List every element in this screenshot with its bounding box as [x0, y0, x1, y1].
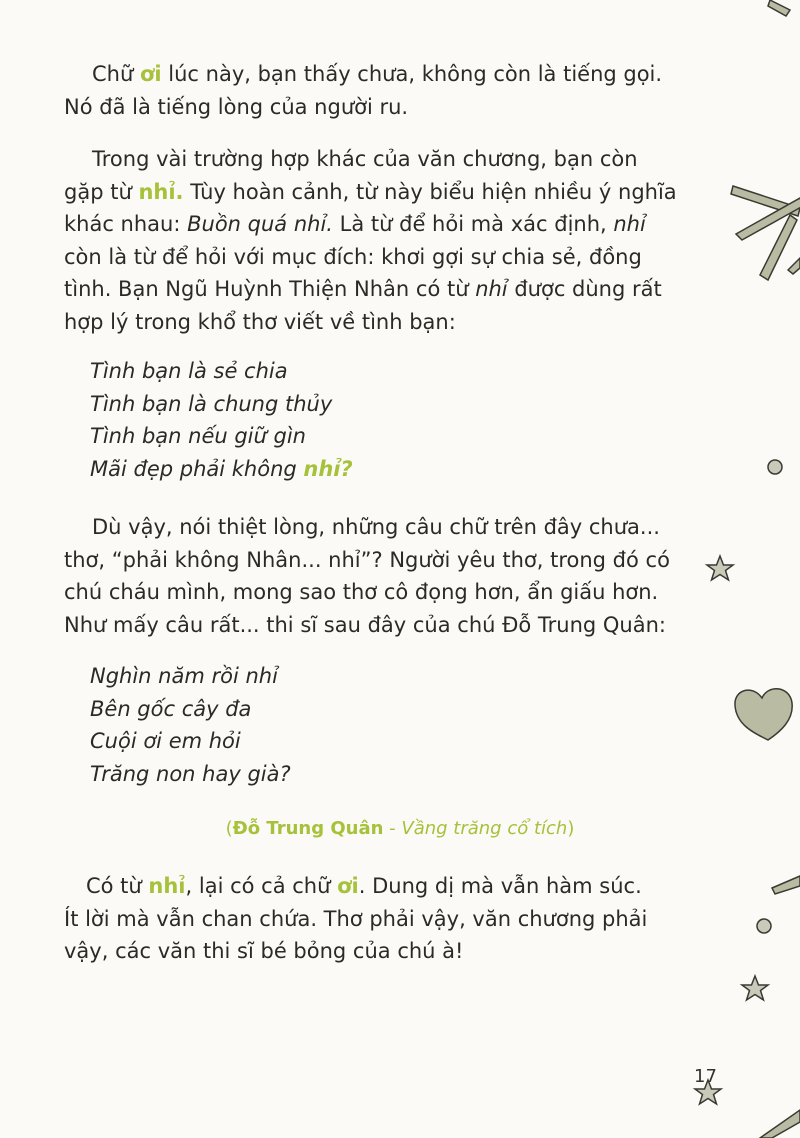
- poem-2: [90, 660, 610, 790]
- poem-line: Tình bạn nếu giữ gìn: [90, 424, 306, 448]
- paragraph-line: Trong vài trường hợp khác của văn chương, bạn còn: [92, 147, 638, 171]
- text: được dùng rất: [507, 277, 662, 301]
- paragraph-2: [64, 143, 704, 338]
- highlight-word: nhỉ.: [138, 179, 184, 204]
- poem-line: Tình bạn là sẻ chia: [90, 359, 288, 383]
- poem-line: Bên gốc cây đa: [90, 696, 252, 721]
- paragraph-4: [64, 870, 704, 968]
- paragraph-line: hợp lý trong khổ thơ viết về tình bạn:: [64, 309, 456, 334]
- text: lúc này, bạn thấy chưa, không còn là tiếng gọi.: [161, 62, 663, 86]
- paragraph-line: thơ, “phải không Nhân... nhỉ”? Người yêu thơ, trong đó có: [64, 547, 670, 572]
- star-decoration: [742, 976, 768, 1000]
- italic-text: nhỉ: [613, 212, 646, 236]
- paragraph-line: Như mấy câu rất... thi sĩ sau đây của chú Đỗ Trung Quân:: [64, 612, 666, 637]
- citation: [0, 818, 800, 839]
- text: gặp từ: [64, 179, 139, 204]
- paragraph-line: [64, 58, 704, 91]
- text: Tùy hoàn cảnh, từ này biểu hiện nhiều ý nghĩa: [183, 179, 677, 204]
- text: khác nhau:: [64, 212, 188, 236]
- sun-rays-decoration: [731, 0, 800, 280]
- poem-line: Cuội ơi em hỏi: [90, 729, 241, 753]
- paragraph-line: [64, 176, 704, 209]
- highlight-word: nhỉ?: [303, 456, 353, 481]
- star-decoration: [707, 556, 733, 580]
- poem-line: [90, 453, 610, 486]
- circle-decoration: [757, 919, 771, 933]
- paragraph-line: vậy, các văn thi sĩ bé bỏng của chú à!: [64, 939, 464, 963]
- text: -: [383, 818, 402, 839]
- text: Mãi đẹp phải không: [90, 456, 304, 481]
- paragraph-3: [64, 511, 704, 641]
- heart-decoration: [735, 689, 792, 740]
- text: Chữ: [92, 62, 140, 86]
- paragraph-line: [64, 273, 704, 306]
- ray-decoration: [772, 876, 800, 894]
- highlight-word: ơi: [139, 62, 162, 86]
- ray-decoration: [760, 1110, 800, 1138]
- paragraph-line: Ít lời mà vẫn chan chứa. Thơ phải vậy, văn chương phải: [64, 906, 648, 931]
- text: ): [567, 818, 575, 839]
- poem-line: Trăng non hay già?: [90, 761, 291, 786]
- text: tình. Bạn Ngũ Huỳnh Thiện Nhân có từ: [64, 277, 476, 301]
- circle-decoration: [768, 460, 782, 474]
- citation-author: Đỗ Trung Quân: [232, 818, 384, 839]
- page-number: 17: [694, 1066, 717, 1087]
- poem-line: Tình bạn là chung thủy: [90, 391, 333, 416]
- text: Có từ: [86, 874, 149, 898]
- paragraph-line: [64, 208, 704, 241]
- text: Là từ để hỏi mà xác định,: [332, 212, 614, 236]
- poem-line: Nghìn năm rồi nhỉ: [90, 664, 278, 688]
- poem-1: [90, 355, 610, 485]
- paragraph-line: còn là từ để hỏi với mục đích: khơi gợi sự chia sẻ, đồng: [64, 244, 642, 269]
- paragraph-line: chú cháu mình, mong sao thơ cô đọng hơn, ẩn giấu hơn.: [64, 580, 659, 604]
- highlight-word: ơi: [337, 874, 359, 898]
- italic-text: Buồn quá nhỉ.: [187, 212, 333, 236]
- paragraph-line: Dù vậy, nói thiệt lòng, những câu chữ trên đây chưa...: [92, 515, 660, 539]
- text: . Dung dị mà vẫn hàm súc.: [358, 874, 642, 898]
- highlight-word: nhỉ: [148, 874, 186, 898]
- text: , lại có cả chữ: [185, 874, 338, 898]
- paragraph-line: Nó đã là tiếng lòng của người ru.: [64, 94, 409, 119]
- paragraph-1: [64, 58, 704, 123]
- text: (: [225, 818, 233, 839]
- paragraph-line: [64, 870, 704, 903]
- italic-text: nhỉ: [475, 277, 508, 301]
- citation-work: Vầng trăng cổ tích: [401, 818, 568, 839]
